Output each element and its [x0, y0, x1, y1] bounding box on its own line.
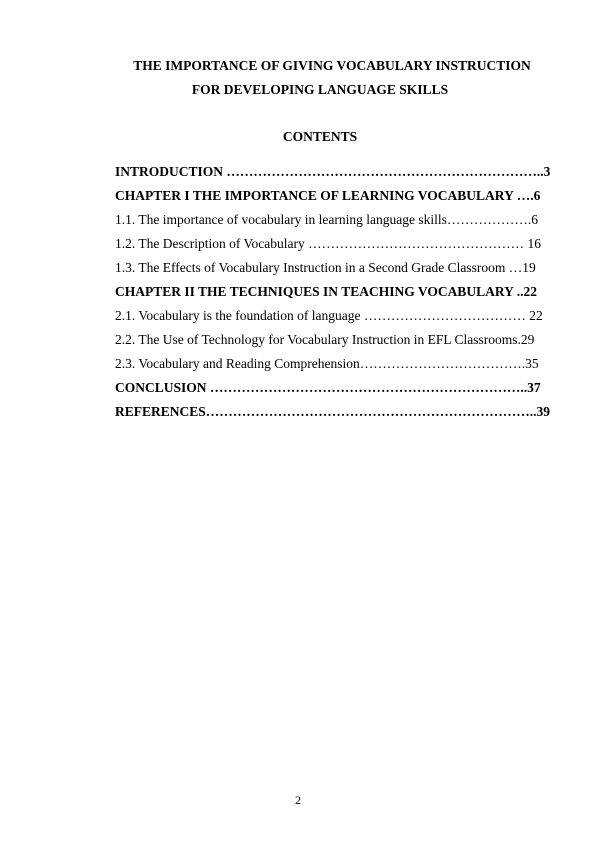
toc-entry-2-1: 2.1. Vocabulary is the foundation of language ……………………………… 22	[115, 308, 543, 323]
document-title-line-2: FOR DEVELOPING LANGUAGE SKILLS	[191, 82, 449, 97]
toc-entry-chapter-2: CHAPTER II THE TECHNIQUES IN TEACHING VOCABULARY ..22	[115, 284, 537, 299]
toc-entry-1-3: 1.3. The Effects of Vocabulary Instruction in a Second Grade Classroom …19	[115, 260, 536, 275]
toc-entry-chapter-1: CHAPTER I THE IMPORTANCE OF LEARNING VOCABULARY ….6	[115, 188, 541, 203]
toc-entry-introduction: INTRODUCTION ……………………………………………………………..3	[115, 164, 551, 179]
toc-entry-1-2: 1.2. The Description of Vocabulary ………………………………………… 16	[115, 236, 541, 251]
toc-entry-references: REFERENCES………………………………………………………………..39	[115, 404, 551, 419]
toc-entry-2-2: 2.2. The Use of Technology for Vocabulary Instruction in EFL Classrooms.29	[115, 332, 535, 347]
toc-entry-1-1: 1.1. The importance of vocabulary in learning language skills……………….6	[115, 212, 539, 227]
toc-entry-2-3: 2.3. Vocabulary and Reading Comprehension……………………………….35	[115, 356, 539, 371]
toc-entry-conclusion: CONCLUSION ……………………………………………………………..37	[115, 380, 541, 395]
page-number: 2	[295, 793, 301, 807]
document-title-line-1: THE IMPORTANCE OF GIVING VOCABULARY INSTRUCTION	[133, 58, 531, 73]
contents-heading: CONTENTS	[282, 129, 358, 144]
table-of-contents	[88, 160, 552, 424]
